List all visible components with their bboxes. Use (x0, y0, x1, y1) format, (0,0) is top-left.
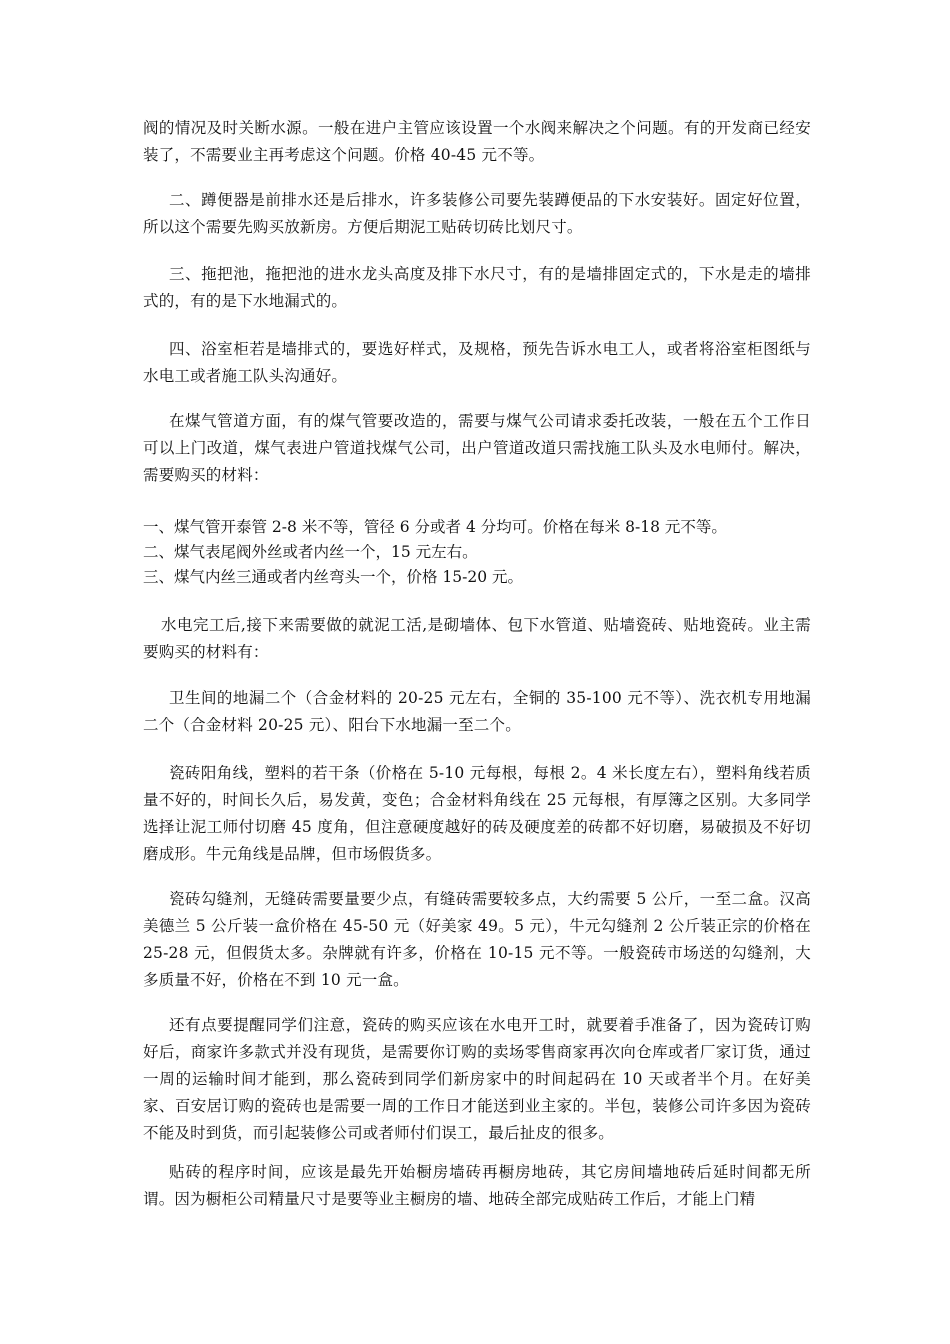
list-item-gas-tee: 三、煤气内丝三通或者内丝弯头一个，价格 15-20 元。 (143, 568, 524, 586)
paragraph-floor-drain: 卫生间的地漏二个（合金材料的 20-25 元左右，全铜的 35-100 元不等）、洗衣机专用地漏二个（合金材料 20-25 元）、阳台下水地漏一至二个。 (143, 689, 811, 734)
paragraph-squat-toilet: 二、蹲便器是前排水还是后排水，许多装修公司要先装蹲便品的下水安装好。固定好位置，所以这个需要先购买放新房。方便后期泥工贴砖切砖比划尺寸。 (143, 191, 811, 236)
paragraph-mop-sink: 三、拖把池，拖把池的进水龙头高度及排下水尺寸，有的是墙排固定式的，下水是走的墙排式的，有的是下水地漏式的。 (143, 265, 811, 310)
paragraph-tiling-work: 水电完工后,接下来需要做的就泥工活,是砌墙体、包下水管道、贴墙瓷砖、贴地瓷砖。业主需要购买的材料有： (143, 616, 811, 661)
paragraph-bathroom-cabinet: 四、浴室柜若是墙排式的，要选好样式，及规格，预先告诉水电工人，或者将浴室柜图纸与水电工或者施工队头沟通好。 (143, 340, 811, 385)
paragraph-grout: 瓷砖勾缝剂，无缝砖需要量要少点，有缝砖需要较多点，大约需要 5 公斤，一至二盒。汉高美德兰 5 公斤装一盒价格在 45-50 元（好美家 49。5 元），牛元勾缝剂 2 公斤装正宗的价格在 25-28 元，但假货太多。杂牌就有许多，价格在 10-15 元不等。一般瓷砖市场送的勾缝剂，大多质量不好，价格在不到 10 元一盒。 (143, 890, 811, 989)
paragraph-water-valve: 阀的情况及时关断水源。一般在进户主管应该设置一个水阀来解决之个问题。有的开发商已经安装了，不需要业主再考虑这个问题。价格 40-45 元不等。 (143, 119, 811, 164)
paragraph-gas-pipe: 在煤气管道方面，有的煤气管要改造的，需要与煤气公司请求委托改装，一般在五个工作日可以上门改道，煤气表进户管道找煤气公司，出户管道改道只需找施工队头及水电师付。解决，需要购买的材料： (143, 412, 811, 484)
paragraph-corner-trim: 瓷砖阳角线，塑料的若干条（价格在 5-10 元每根，每根 2。4 米长度左右），塑料角线若质量不好的，时间长久后，易发黄，变色；合金材料角线在 25 元每根，有厚簿之区别。大多同学选择让泥工师付切磨 45 度角，但注意硬度越好的砖及硬度差的砖都不好切磨，易破损及不好切磨成形。牛元角线是品牌，但市场假货多。 (143, 764, 811, 863)
list-item-gas-valve: 二、煤气表尾阀外丝或者内丝一个，15 元左右。 (143, 543, 478, 561)
paragraph-tile-ordering: 还有点要提醒同学们注意，瓷砖的购买应该在水电开工时，就要着手准备了，因为瓷砖订购好后，商家许多款式并没有现货，是需要你订购的卖场零售商家再次向仓库或者厂家订货，通过一周的运输时间才能到，那么瓷砖到同学们新房家中的时间起码在 10 天或者半个月。在好美家、百安居订购的瓷砖也是需要一周的工作日才能送到业主家的。半包，装修公司许多因为瓷砖不能及时到货，而引起装修公司或者师付们误工，最后扯皮的很多。 (143, 1016, 811, 1142)
paragraph-tiling-sequence: 贴砖的程序时间，应该是最先开始橱房墙砖再橱房地砖，其它房间墙地砖后延时间都无所谓。因为橱柜公司精量尺寸是要等业主橱房的墙、地砖全部完成贴砖工作后，才能上门精 (143, 1163, 811, 1208)
list-item-gas-hose: 一、煤气管开泰管 2-8 米不等，管径 6 分或者 4 分均可。价格在每米 8-18 元不等。 (143, 518, 727, 536)
